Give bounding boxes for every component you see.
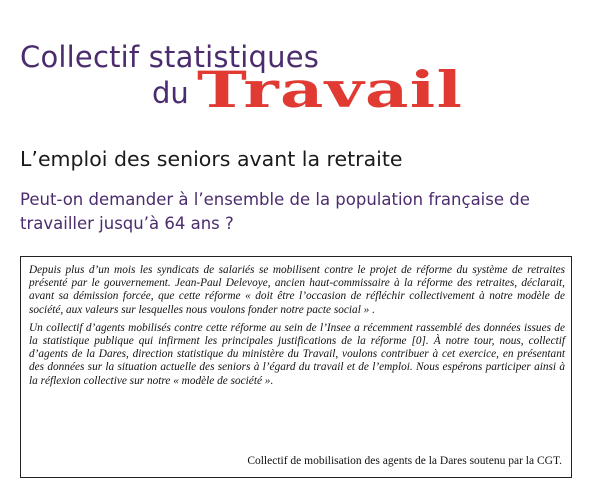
article-subtitle: Peut-on demander à l’ensemble de la population française de travailler jusqu’à 64 ans ? (20, 190, 530, 233)
masthead (20, 40, 590, 119)
intro-paragraph-2: Un collectif d’agents mobilisés contre cette réforme au sein de l’Insee a récemment rassemblé des données issues de la statistique publique qui infirment les principales justifications de la réforme [0]. À notre tour, nous, collectif d’agents de la Dares, direction statistique du ministère du Travail, voulons contribuer à cet exercice, en présentant des données sur la situation actuelle des seniors à l’égard du travail et de l’emploi. Nous espérons participer ainsi à la réflexion collective sur notre « modèle de société ». (29, 321, 565, 387)
intro-text (29, 264, 565, 393)
masthead-line1: Collectif statistiques (20, 40, 320, 74)
masthead-travail-logo: Travail (197, 60, 464, 119)
article-title: L’emploi des seniors avant la retraite (20, 147, 403, 171)
masthead-du: du (152, 76, 189, 110)
intro-paragraph-1: Depuis plus d’un mois les syndicats de salariés se mobilisent contre le projet de réforme du système de retraites présenté par le gouvernement. Jean-Paul Delevoye, ancien haut-commissaire à la réforme des retraites, déclarait, avant sa démission forcée, que cette réforme « doit être l’occasion de réfléchir collectivement à notre modèle de société, aux valeurs sur lesquelles nous voulons fonder notre pacte social » . (29, 264, 565, 316)
signature: Collectif de mobilisation des agents de la Dares soutenu par la CGT. (247, 455, 562, 467)
